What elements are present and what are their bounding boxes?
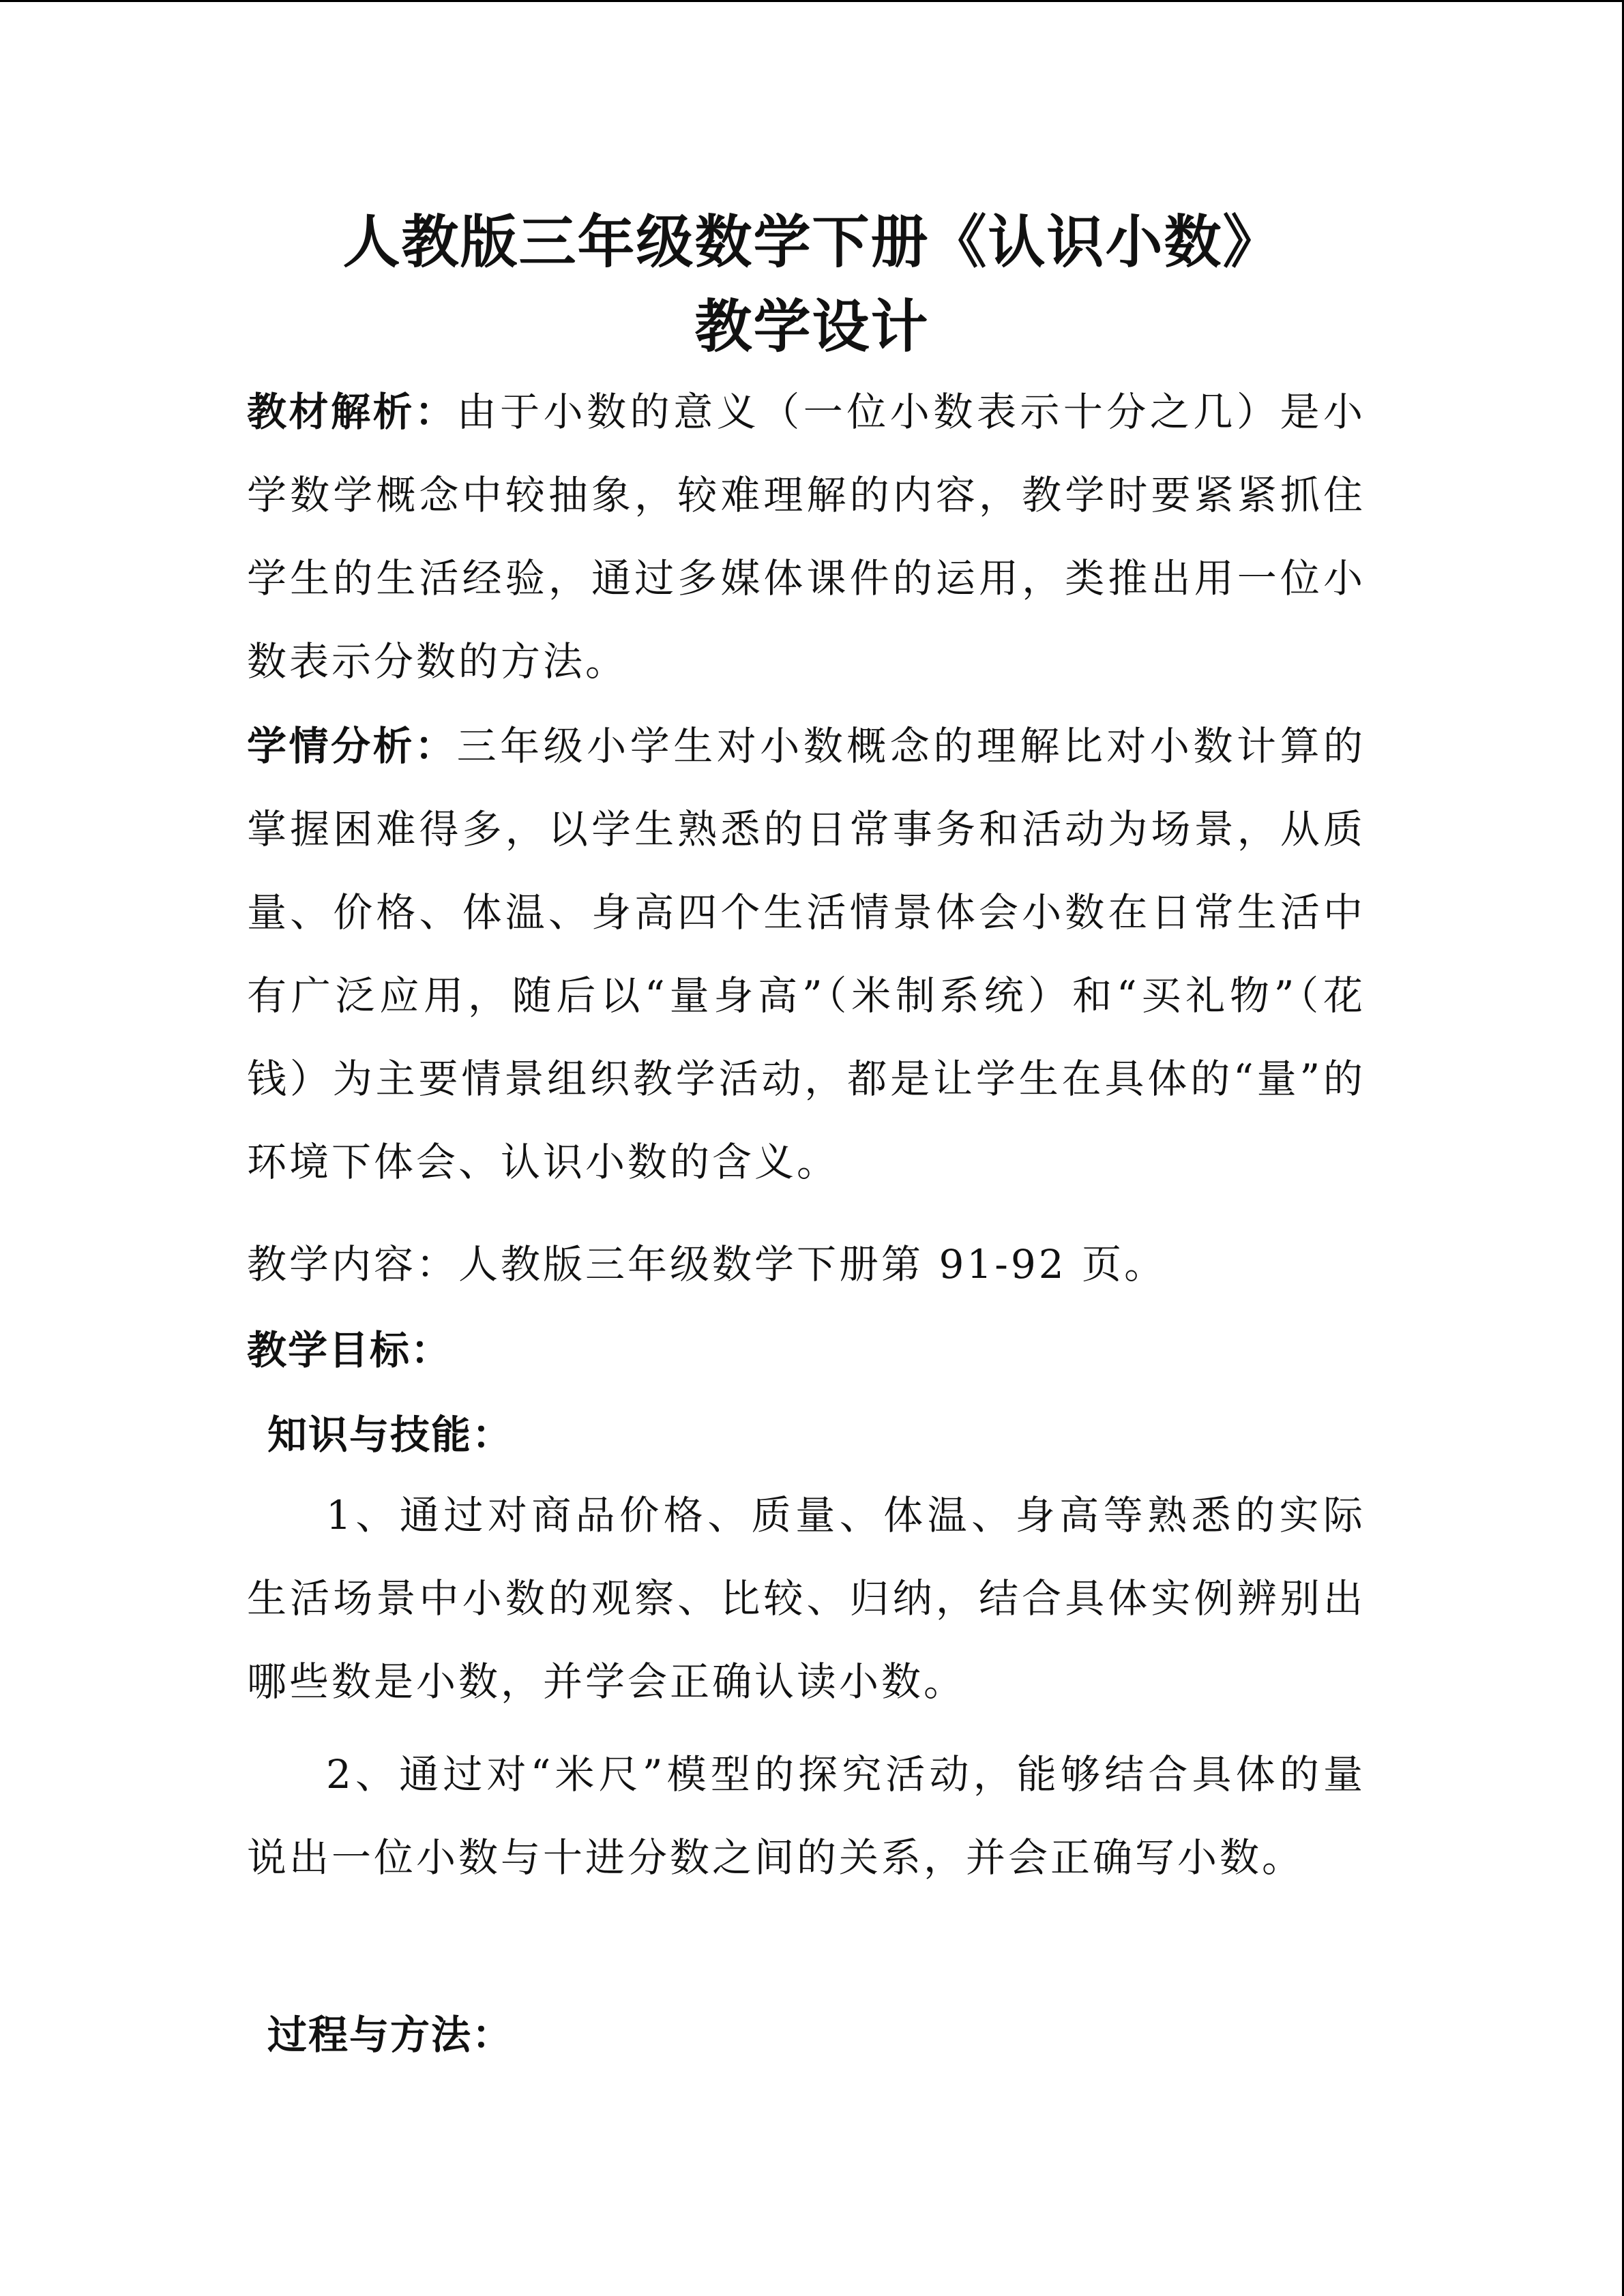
student-analysis-label: 学情分析： [247, 723, 457, 769]
document-title-line-1: 人教版三年级数学下册《认识小数》 [342, 209, 1282, 275]
student-analysis-paragraph [247, 704, 1365, 1204]
teaching-content-paragraph [247, 1223, 1365, 1306]
process-methods-heading: 过程与方法： [267, 2012, 514, 2058]
goal-item-2: 2、通过对“米尺”模型的探究活动，能够结合具体的量说出一位小数与十进分数之间的关系，并会正确写小数。 [247, 1751, 1365, 1881]
textbook-analysis-label: 教材解析： [247, 389, 457, 435]
textbook-analysis-paragraph [247, 370, 1365, 703]
goal-item-1: 1、通过对商品价格、质量、体温、身高等熟悉的实际生活场景中小数的观察、比较、归纳，结合具体实例辨别出哪些数是小数，并学会正确认读小数。 [247, 1492, 1365, 1705]
teaching-goals-label: 教学目标： [247, 1327, 452, 1373]
knowledge-skills-heading: 知识与技能： [267, 1412, 514, 1458]
teaching-goals-heading [247, 1309, 1365, 1392]
document-title-line-2: 教学设计 [694, 293, 930, 360]
teaching-content-text: 教学内容：人教版三年级数学下册第 91-92 页。 [247, 1241, 1167, 1287]
student-analysis-text: 三年级小学生对小数概念的理解比对小数计算的掌握困难得多，以学生熟悉的日常事务和活动为场景，从质量、价格、体温、身高四个生活情景体会小数在日常生活中有广泛应用，随后以“量身高”（米制系统）和“买礼物”（花钱）为主要情景组织教学活动，都是让学生在具体的“量”的环境下体会、认识小数的含义。 [247, 723, 1365, 1185]
textbook-analysis-text: 由于小数的意义（一位小数表示十分之几）是小学数学概念中较抽象，较难理解的内容，教学时要紧紧抓住学生的生活经验，通过多媒体课件的运用，类推出用一位小数表示分数的方法。 [247, 389, 1365, 685]
